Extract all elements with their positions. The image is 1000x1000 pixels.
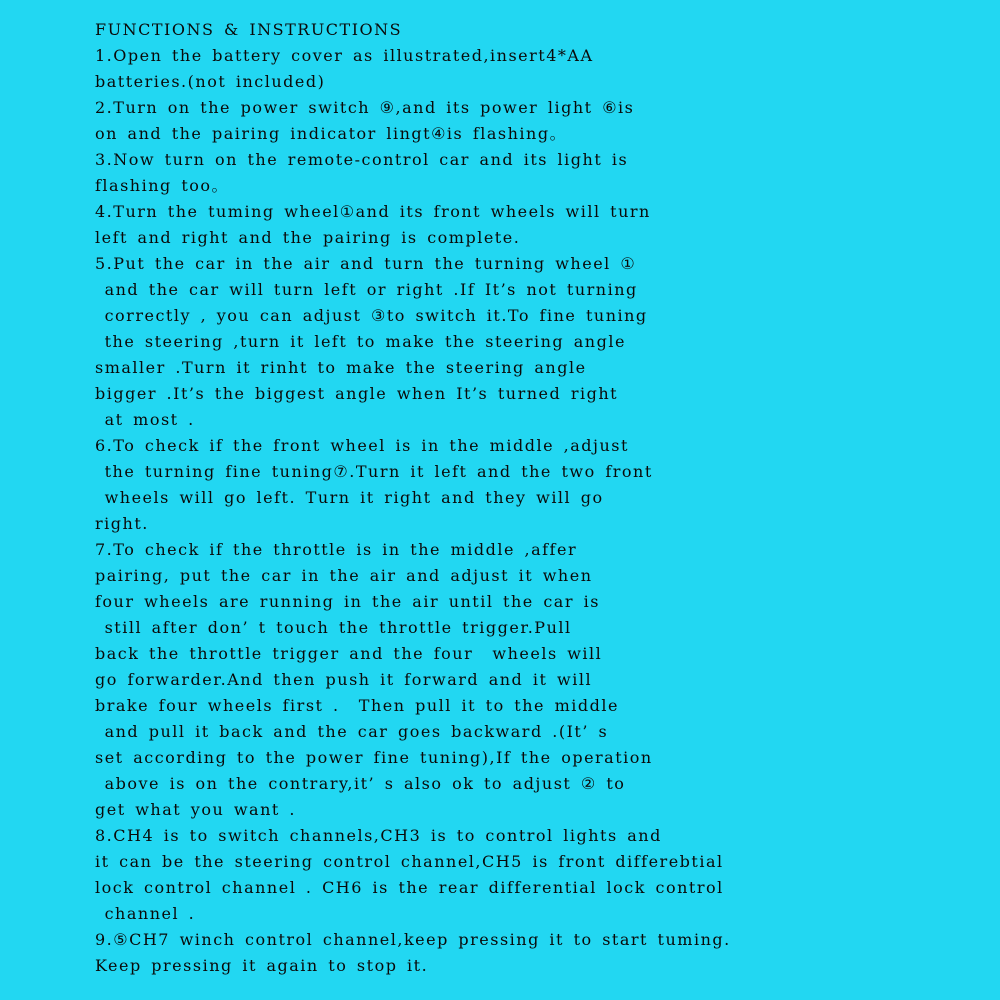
text-line: 4.Turn the tuming wheel①and its front wheels will turn [95,202,651,221]
text-line: Keep pressing it again to stop it. [95,956,429,975]
text-line: lock control channel . CH6 is the rear differential lock control [95,878,724,897]
text-line: 7.To check if the throttle is in the middle ,affer [95,540,578,559]
text-line: flashing too。 [95,176,230,195]
text-line: 1.Open the battery cover as illustrated,insert4*AA [95,46,594,65]
text-line: 2.Turn on the power switch ⑨,and its power light ⑥is [95,98,635,117]
text-line: 8.CH4 is to switch channels,CH3 is to control lights and [95,826,662,845]
text-line: 5.Put the car in the air and turn the turning wheel ① [95,254,637,273]
text-line: 6.To check if the front wheel is in the middle ,adjust [95,436,629,455]
text-line: four wheels are running in the air until the car is [95,592,600,611]
text-line: channel . [95,904,196,923]
text-line: on and the pairing indicator lingt④is flashing。 [95,124,568,143]
text-line: set according to the power fine tuning),If the operation [95,748,653,767]
text-line: correctly , you can adjust ③to switch it.To fine tuning [95,306,648,325]
text-line: at most . [95,410,195,429]
text-line: wheels will go left. Turn it right and they will go [95,488,604,507]
text-line: 9.⑤CH7 winch control channel,keep pressing it to start tuming. [95,930,731,949]
text-line: back the throttle trigger and the four wheels will [95,644,603,663]
text-line: it can be the steering control channel,CH5 is front differebtial [95,852,724,871]
text-line: left and right and the pairing is complete. [95,228,521,247]
text-line: and the car will turn left or right .If It’s not turning [95,280,638,299]
text-line: and pull it back and the car goes backward .(It’ s [95,722,609,741]
text-line: brake four wheels first . Then pull it to the middle [95,696,619,715]
text-line: still after don’ t touch the throttle trigger.Pull [95,618,572,637]
text-line: above is on the contrary,it’ s also ok to adjust ② to [95,774,626,793]
text-line: get what you want . [95,800,296,819]
instructions-document [95,17,985,979]
text-line: the turning fine tuning⑦.Turn it left and the two front [95,462,653,481]
text-line: batteries.(not included) [95,72,326,91]
text-line: pairing, put the car in the air and adjust it when [95,566,593,585]
text-line: smaller .Turn it rinht to make the steering angle [95,358,587,377]
text-line: the steering ,turn it left to make the steering angle [95,332,626,351]
document-title: FUNCTIONS & INSTRUCTIONS [95,20,403,39]
text-line: right. [95,514,149,533]
text-line: bigger .It’s the biggest angle when It’s turned right [95,384,619,403]
text-line: go forwarder.And then push it forward and it will [95,670,593,689]
text-line: 3.Now turn on the remote-control car and its light is [95,150,629,169]
